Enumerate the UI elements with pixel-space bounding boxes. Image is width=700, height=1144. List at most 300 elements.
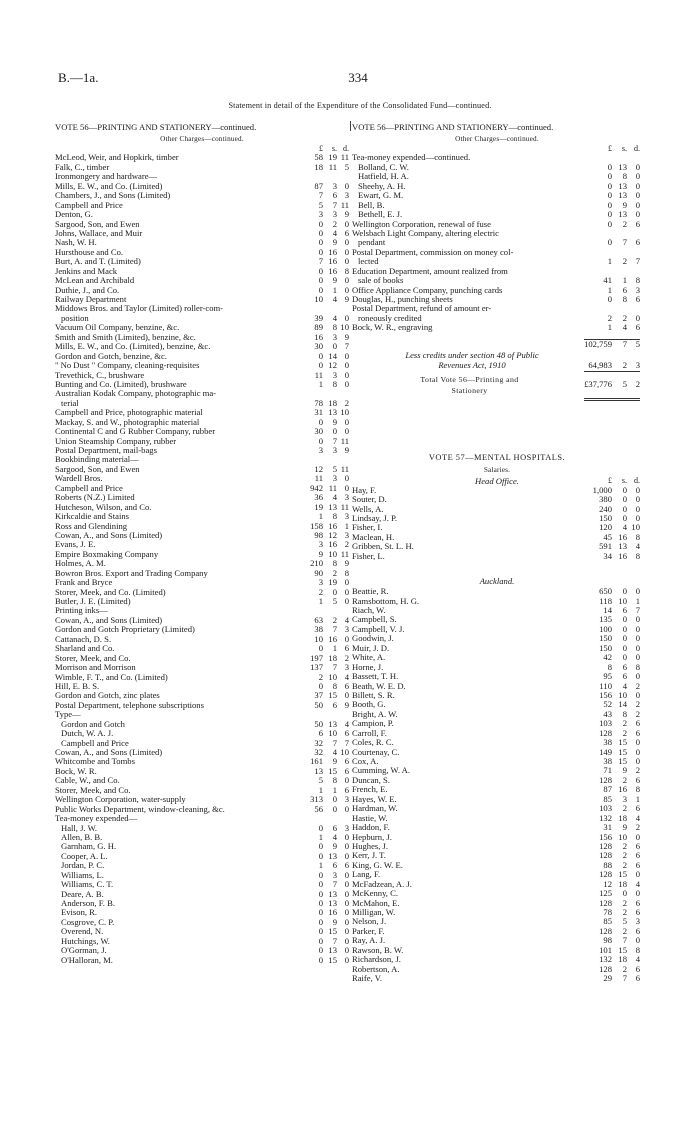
amount-pence: 6 xyxy=(344,765,349,776)
ledger-row xyxy=(55,304,349,313)
payee-name: Continental C and G Rubber Company, rubber xyxy=(55,427,216,437)
amount-pounds: 161 xyxy=(310,756,323,767)
amount-pence: 8 xyxy=(635,550,640,561)
amount-pence: 0 xyxy=(344,775,349,786)
payee-name: Postal Department, mail-bags xyxy=(55,446,157,455)
amount-pence: 0 xyxy=(344,907,349,918)
amount-pence: 0 xyxy=(344,954,349,965)
amount-pence: 2 xyxy=(635,699,640,710)
amount-pounds: 50 xyxy=(314,699,323,710)
amount-pence: 6 xyxy=(344,227,349,238)
amount-pounds: 0 xyxy=(607,190,612,201)
amount-pounds: 85 xyxy=(603,916,612,927)
ledger-row xyxy=(55,588,349,597)
amount-shillings: 16 xyxy=(328,633,337,644)
credits-shillings: 2 xyxy=(622,360,627,371)
payee-name: Printing inks— xyxy=(55,606,108,616)
ledger-row xyxy=(352,776,642,785)
amount-shillings: 2 xyxy=(332,614,337,625)
amount-shillings: 13 xyxy=(328,850,337,861)
amount-pounds: 103 xyxy=(599,803,612,814)
ledger-row xyxy=(352,653,642,662)
amount-pence: 6 xyxy=(344,643,349,654)
amount-pence: 0 xyxy=(344,577,349,588)
amount-shillings: 15 xyxy=(618,737,627,748)
amount-pounds: 16 xyxy=(314,331,323,342)
ledger-row xyxy=(352,700,642,709)
amount-pence: 0 xyxy=(344,350,349,361)
amount-pence: 0 xyxy=(344,850,349,861)
vote-56-heading-left: VOTE 56—PRINTING AND STATIONERY—continued. xyxy=(55,122,257,132)
payee-name: Goodwin, J. xyxy=(352,634,394,644)
amount-pence: 2 xyxy=(344,397,349,408)
amount-pence: 7 xyxy=(635,256,640,267)
amount-pence: 0 xyxy=(635,161,640,172)
payee-name: Hatfield, H. A. xyxy=(358,172,409,182)
amount-shillings: 13 xyxy=(618,190,627,201)
payee-name: Hall, J. W. xyxy=(61,823,98,833)
credits-pence: 3 xyxy=(635,360,640,371)
ledger-row xyxy=(55,389,349,398)
amount-pence: 0 xyxy=(344,935,349,946)
ledger-row xyxy=(55,210,349,219)
ledger-row xyxy=(55,474,349,483)
amount-shillings: 10 xyxy=(328,728,337,739)
amount-pounds: 0 xyxy=(318,935,323,946)
amount-pounds: 0 xyxy=(607,199,612,210)
ledger-row xyxy=(55,399,349,408)
amount-pence: 0 xyxy=(344,378,349,389)
payee-name: Wardell Bros. xyxy=(55,474,103,484)
amount-pounds: 30 xyxy=(314,341,323,352)
column-divider xyxy=(350,121,351,131)
ledger-row xyxy=(55,842,349,851)
currency-header-right xyxy=(352,144,642,153)
amount-pence: 0 xyxy=(344,218,349,229)
total-label-line-1: Total Vote 56—Printing and xyxy=(420,375,519,385)
amount-shillings: 6 xyxy=(332,860,337,871)
amount-pounds: 2 xyxy=(318,586,323,597)
payee-name: Dutch, W. A. J. xyxy=(61,729,114,739)
amount-shillings: 19 xyxy=(328,577,337,588)
ledger-row xyxy=(55,408,349,417)
amount-shillings: 8 xyxy=(622,708,627,719)
amount-pence: 0 xyxy=(344,945,349,956)
amount-shillings: 2 xyxy=(622,925,627,936)
amount-pounds: 0 xyxy=(318,841,323,852)
amount-pence: 6 xyxy=(344,728,349,739)
ledger-row xyxy=(55,314,349,323)
ledger-row xyxy=(352,974,642,983)
amount-shillings: 16 xyxy=(328,256,337,267)
amount-pounds: 6 xyxy=(318,728,323,739)
payee-name: Gordon and Gotch, zinc plates xyxy=(55,691,160,701)
ledger-row xyxy=(352,295,642,304)
total-vote-56-row xyxy=(352,372,642,398)
amount-pounds: 0 xyxy=(318,227,323,238)
amount-pence: 0 xyxy=(635,512,640,523)
payee-name: Wimble, F. T., and Co. (Limited) xyxy=(55,672,168,682)
amount-pounds: 0 xyxy=(607,209,612,220)
pounds-header: £ xyxy=(608,476,612,486)
payee-name: Campbell, V. J. xyxy=(352,624,405,634)
pounds-header: £ xyxy=(608,144,612,153)
amount-pence: 0 xyxy=(344,879,349,890)
amount-pence: 0 xyxy=(344,275,349,286)
amount-pounds: 38 xyxy=(603,756,612,766)
ledger-row xyxy=(352,552,642,561)
amount-pounds: 128 xyxy=(599,850,612,861)
payee-name: Denton, G. xyxy=(55,210,93,220)
payee-name: McLeod, Weir, and Hopkirk, timber xyxy=(55,153,179,163)
amount-pounds: 1 xyxy=(318,860,323,871)
amount-pounds: 3 xyxy=(318,539,323,550)
amount-shillings: 0 xyxy=(622,484,627,495)
ledger-row xyxy=(55,606,349,615)
amount-shillings: 4 xyxy=(332,312,337,323)
amount-pounds: 12 xyxy=(314,463,323,474)
ledger-row xyxy=(55,540,349,549)
ledger-row xyxy=(352,286,642,295)
amount-shillings: 9 xyxy=(622,199,627,210)
ledger-row xyxy=(55,937,349,946)
amount-pounds: 42 xyxy=(603,652,612,663)
ledger-row xyxy=(352,304,642,313)
amount-pence: 0 xyxy=(635,671,640,682)
ledger-row xyxy=(352,927,642,936)
amount-pounds: 128 xyxy=(599,869,612,880)
amount-shillings: 1 xyxy=(332,643,337,654)
amount-pence: 6 xyxy=(635,322,640,333)
payee-name: Horne, J. xyxy=(352,662,384,672)
amount-pounds: 14 xyxy=(603,605,612,615)
amount-pence: 0 xyxy=(635,689,640,700)
payee-name: Tea-money expended—continued. xyxy=(352,153,471,163)
amount-shillings: 15 xyxy=(618,746,627,757)
payee-name: Campion, P. xyxy=(352,719,394,729)
page-header xyxy=(58,70,658,86)
amount-pounds: 38 xyxy=(603,737,612,748)
amount-pounds: 156 xyxy=(599,831,612,842)
payee-name: Bright, A. W. xyxy=(352,709,398,719)
payee-name: Mackay, S. and W., photographic material xyxy=(55,417,200,427)
amount-pounds: 32 xyxy=(314,747,323,757)
amount-pence: 2 xyxy=(635,765,640,776)
ledger-row xyxy=(55,286,349,295)
currency-header-left xyxy=(55,144,349,153)
amount-pounds: 118 xyxy=(599,595,612,606)
payee-name: Cowan, A., and Sons (Limited) xyxy=(55,530,163,540)
credits-label-line-1: Less credits under section 48 of Public xyxy=(405,350,539,361)
amount-pence: 0 xyxy=(635,209,640,220)
amount-shillings: 3 xyxy=(332,180,337,191)
pence-header: d. xyxy=(634,144,640,153)
amount-shillings: 15 xyxy=(618,756,627,766)
amount-pounds: 132 xyxy=(599,812,612,823)
amount-shillings: 5 xyxy=(332,596,337,606)
amount-pounds: 71 xyxy=(603,765,612,776)
amount-pence: 3 xyxy=(344,794,349,805)
amount-pence: 6 xyxy=(635,925,640,936)
payee-name: Hughes, J. xyxy=(352,841,389,851)
payee-name: Bock, W. R., engraving xyxy=(352,323,433,333)
payee-name: Courtenay, C. xyxy=(352,747,400,757)
payee-name: Postal Department, commission on money col- xyxy=(352,247,514,257)
ledger-row xyxy=(55,446,349,455)
payee-name: O'Gorman, J. xyxy=(61,946,107,956)
amount-pounds: 0 xyxy=(607,161,612,172)
amount-pence: 11 xyxy=(340,463,349,474)
amount-shillings: 8 xyxy=(332,322,337,333)
amount-pounds: 30 xyxy=(314,426,323,437)
ledger-row xyxy=(55,153,349,162)
payee-name: Sharland and Co. xyxy=(55,644,115,654)
amount-shillings: 4 xyxy=(332,227,337,238)
ledger-row xyxy=(55,220,349,229)
payee-name: Butler, J. E. (Limited) xyxy=(55,597,131,606)
ledger-row xyxy=(352,814,642,823)
payee-name: Hastie, W. xyxy=(352,813,388,823)
payee-name: Hill, E. B. S. xyxy=(55,681,100,691)
amount-shillings: 3 xyxy=(332,209,337,220)
amount-pence: 4 xyxy=(344,718,349,729)
other-charges-heading-right: Other Charges—continued. xyxy=(455,135,539,143)
amount-pounds: 7 xyxy=(318,256,323,267)
ledger-row xyxy=(55,654,349,663)
amount-shillings: 16 xyxy=(618,531,627,542)
shillings-header: s. xyxy=(621,476,627,486)
payee-name: Roberts (N.Z.) Limited xyxy=(55,493,135,503)
ledger-row xyxy=(55,814,349,823)
total-shillings: 5 xyxy=(622,379,627,390)
amount-pence: 10 xyxy=(340,407,349,418)
amount-pounds: 0 xyxy=(318,246,323,257)
shillings-header: s. xyxy=(331,144,337,153)
amount-shillings: 9 xyxy=(332,237,337,248)
payee-name: Railway Department xyxy=(55,295,127,304)
amount-pence: 6 xyxy=(635,850,640,861)
payee-name: Postal Department, telephone subscriptions xyxy=(55,700,204,710)
amount-shillings: 16 xyxy=(328,265,337,276)
amount-shillings: 2 xyxy=(622,850,627,861)
ledger-row xyxy=(55,890,349,899)
ledger-row xyxy=(55,352,349,361)
amount-pence: 0 xyxy=(344,596,349,606)
amount-pence: 8 xyxy=(635,661,640,672)
payee-name: Anderson, F. B. xyxy=(61,899,115,908)
payee-name: Kerr, J. T. xyxy=(352,851,386,861)
amount-shillings: 13 xyxy=(618,541,627,552)
amount-shillings: 10 xyxy=(618,831,627,842)
amount-pence: 0 xyxy=(635,633,640,644)
credits-pounds: 64,983 xyxy=(588,360,612,371)
amount-shillings: 18 xyxy=(618,812,627,823)
amount-shillings: 7 xyxy=(622,935,627,946)
amount-pence: 0 xyxy=(344,586,349,597)
amount-pence: 6 xyxy=(344,860,349,871)
ledger-row xyxy=(55,729,349,738)
amount-pounds: 150 xyxy=(599,633,612,644)
amount-pounds: 0 xyxy=(607,237,612,248)
amount-pence: 0 xyxy=(344,803,349,814)
ledger-row xyxy=(55,691,349,700)
payee-name: Duthie, J., and Co. xyxy=(55,285,120,295)
amount-shillings: 8 xyxy=(332,378,337,389)
amount-pence: 0 xyxy=(344,246,349,257)
payee-name: Campbell and Price xyxy=(55,200,123,210)
amount-pounds: 1,000 xyxy=(592,484,612,495)
payee-name: Nelson, J. xyxy=(352,917,387,927)
amount-shillings: 0 xyxy=(622,494,627,505)
payee-name: Duncan, S. xyxy=(352,775,390,785)
amount-pounds: 128 xyxy=(599,925,612,936)
amount-pence: 0 xyxy=(635,831,640,842)
amount-shillings: 6 xyxy=(332,190,337,201)
amount-pence: 1 xyxy=(635,595,640,606)
amount-pounds: 591 xyxy=(599,541,612,552)
ledger-row xyxy=(55,427,349,436)
ledger-row xyxy=(352,663,642,672)
amount-pence: 3 xyxy=(635,284,640,295)
ledger-row xyxy=(352,153,642,162)
amount-pounds: 150 xyxy=(599,642,612,653)
amount-pounds: 0 xyxy=(318,643,323,654)
amount-pounds: 34 xyxy=(603,550,612,561)
payee-name: Holmes, A. M. xyxy=(55,559,106,569)
amount-pounds: 158 xyxy=(310,520,323,531)
payee-name: Public Works Department, window-cleaning, &c. xyxy=(55,804,225,814)
ledger-row xyxy=(55,663,349,672)
amount-pounds: 149 xyxy=(599,746,612,757)
amount-shillings: 11 xyxy=(328,161,337,172)
payee-name: Cooper, A. L. xyxy=(61,851,108,861)
ledger-row xyxy=(55,682,349,691)
head-office-salary-list xyxy=(352,486,642,562)
amount-pounds: 3 xyxy=(318,577,323,588)
amount-shillings: 0 xyxy=(622,652,627,663)
amount-pounds: 103 xyxy=(599,718,612,729)
ledger-row xyxy=(352,314,642,323)
amount-pounds: 38 xyxy=(314,624,323,635)
payee-name: terial xyxy=(61,398,79,408)
total-label xyxy=(362,374,577,396)
amount-shillings: 6 xyxy=(332,822,337,833)
amount-pounds: 210 xyxy=(310,558,323,569)
amount-pence: 11 xyxy=(340,435,349,446)
ledger-row xyxy=(55,757,349,766)
amount-shillings: 4 xyxy=(622,522,627,533)
amount-shillings: 14 xyxy=(328,350,337,361)
payee-name: Riach, W. xyxy=(352,606,386,615)
ledger-row xyxy=(55,956,349,965)
ledger-row xyxy=(55,465,349,474)
amount-pence: 0 xyxy=(635,737,640,748)
amount-pounds: 0 xyxy=(318,237,323,248)
subtotal-shillings: 7 xyxy=(622,338,627,349)
page-reference: B.—1a. xyxy=(58,70,99,85)
amount-shillings: 15 xyxy=(328,926,337,937)
amount-pounds: 101 xyxy=(599,944,612,955)
amount-pence: 0 xyxy=(344,690,349,701)
amount-shillings: 9 xyxy=(332,841,337,852)
amount-shillings: 7 xyxy=(332,435,337,446)
amount-pounds: 19 xyxy=(314,501,323,512)
payee-name: Parker, F. xyxy=(352,926,385,936)
amount-shillings: 0 xyxy=(622,586,627,597)
payee-name: Cowan, A., and Sons (Limited) xyxy=(55,748,163,757)
amount-pounds: 156 xyxy=(599,689,612,700)
amount-shillings: 9 xyxy=(332,416,337,427)
amount-pounds: 88 xyxy=(603,859,612,870)
amount-pounds: 0 xyxy=(318,888,323,899)
payee-name: Hayes, W. E. xyxy=(352,794,397,804)
payee-name: Bunting and Co. (Limited), brushware xyxy=(55,379,187,389)
payee-name: Wells, A. xyxy=(352,504,384,514)
amount-pence: 3 xyxy=(344,662,349,673)
payee-name: Muir, J. D. xyxy=(352,643,390,653)
ledger-row xyxy=(55,852,349,861)
payee-name: Empire Boxmaking Company xyxy=(55,549,159,559)
amount-shillings: 9 xyxy=(332,916,337,927)
payee-name: Middows Bros. and Taylor (Limited) roller-com- xyxy=(55,304,224,314)
payee-name: Bock, W. R. xyxy=(55,766,97,776)
ledger-row xyxy=(55,380,349,389)
payee-name: Beattie, R. xyxy=(352,587,389,597)
amount-shillings: 0 xyxy=(332,341,337,352)
amount-pence: 0 xyxy=(344,888,349,899)
amount-shillings: 6 xyxy=(622,284,627,295)
amount-pounds: 78 xyxy=(603,907,612,917)
amount-shillings: 0 xyxy=(332,586,337,597)
payee-name: Welsbach Light Company, altering electric xyxy=(352,228,499,238)
amount-shillings: 12 xyxy=(328,529,337,540)
amount-pence: 0 xyxy=(344,898,349,908)
ledger-row xyxy=(55,503,349,512)
amount-pence: 0 xyxy=(344,416,349,427)
statement-title: Statement in detail of the Expenditure of the Consolidated Fund—continued. xyxy=(228,101,492,110)
payee-name: Campbell and Price, photographic material xyxy=(55,408,203,418)
amount-pence: 0 xyxy=(344,284,349,295)
total-label-line-2: Stationery xyxy=(451,386,488,396)
ledger-row xyxy=(55,776,349,785)
amount-pounds: 100 xyxy=(599,623,612,634)
payee-name: Trevethick, C., brushware xyxy=(55,370,145,380)
payee-name: Billett, S. R. xyxy=(352,690,395,700)
amount-pence: 6 xyxy=(635,973,640,984)
amount-pounds: 31 xyxy=(314,407,323,418)
head-office-heading: Head Office. xyxy=(475,476,519,487)
ledger-row xyxy=(352,257,642,266)
payee-name: Ray, A. J. xyxy=(352,936,386,946)
ledger-row xyxy=(55,172,349,181)
ledger-row xyxy=(352,172,642,181)
payee-name: Deare, A. B. xyxy=(61,889,104,899)
payee-name: Wellington Corporation, renewal of fuse xyxy=(352,219,491,229)
amount-pounds: 1 xyxy=(318,831,323,842)
right-expenditure-list xyxy=(352,153,642,332)
ledger-row xyxy=(55,616,349,625)
amount-pence: 10 xyxy=(631,522,640,533)
ledger-row xyxy=(55,276,349,285)
auckland-salary-list xyxy=(352,587,642,983)
payee-name: Maclean, H. xyxy=(352,532,395,542)
ledger-row xyxy=(352,276,642,285)
ledger-row xyxy=(55,597,349,606)
ledger-row xyxy=(55,295,349,304)
right-column xyxy=(352,121,642,984)
amount-shillings: 13 xyxy=(328,898,337,908)
amount-pounds: 1 xyxy=(607,322,612,333)
